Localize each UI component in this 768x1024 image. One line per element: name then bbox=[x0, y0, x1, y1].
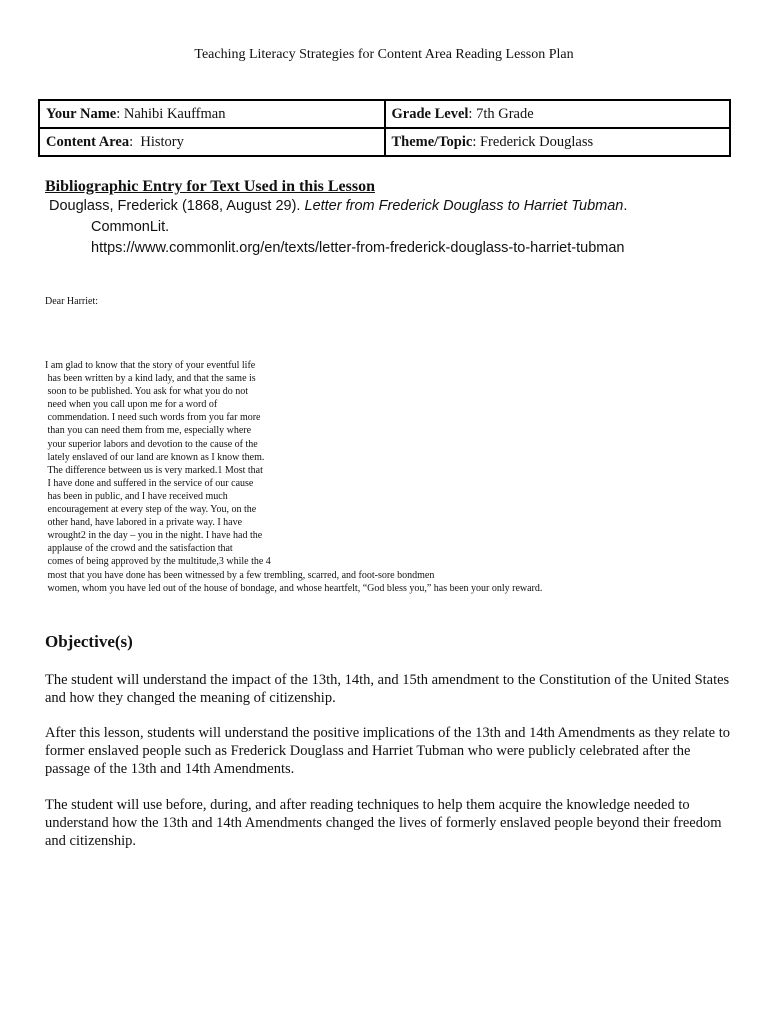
letter-salutation: Dear Harriet: bbox=[45, 296, 99, 307]
letter-line: has been written by a kind lady, and that the same is bbox=[45, 373, 256, 385]
content-area-cell bbox=[39, 128, 385, 156]
letter-body bbox=[45, 359, 542, 595]
letter-line: other hand, have labored in a private way. I have bbox=[45, 517, 243, 529]
theme-topic-label: Theme/Topic bbox=[391, 133, 473, 150]
objective-paragraph-2: After this lesson, students will understand the positive implications of the 13th and 14th Amendments as they relate to former enslaved people such as Frederick Douglass and Harriet Tubman who were publicly celebrated after the passage of the 13th and 14th Amendments. bbox=[45, 725, 731, 777]
objectives-heading: Objective(s) bbox=[45, 632, 133, 651]
citation-url: https://www.commonlit.org/en/texts/letter-from-frederick-douglass-to-harriet-tubman bbox=[91, 240, 625, 256]
theme-topic-value: : Frederick Douglass bbox=[472, 133, 594, 150]
grade-level-value: : 7th Grade bbox=[468, 105, 534, 122]
letter-line: your superior labors and devotion to the cause of the bbox=[45, 438, 258, 450]
bibliography-heading: Bibliographic Entry for Text Used in this Lesson bbox=[45, 178, 375, 195]
objective-paragraph-3: The student will use before, during, and after reading techniques to help them acquire the knowledge needed to understand how the 13th and 14th Amendments changed the lives of formerly enslaved people beyond their freedom and citizenship. bbox=[45, 797, 722, 849]
theme-topic-cell bbox=[385, 128, 731, 156]
letter-line: most that you have done has been witnessed by a few trembling, scarred, and foot-sore bondmen bbox=[45, 569, 435, 581]
content-area-label: Content Area bbox=[46, 133, 130, 150]
letter-line: has been in public, and I have received much bbox=[45, 490, 228, 502]
letter-line: comes of being approved by the multitude,3 while the 4 bbox=[45, 556, 271, 568]
grade-level-cell bbox=[385, 100, 731, 128]
citation-publisher: CommonLit. bbox=[91, 219, 170, 235]
lesson-info-table bbox=[38, 99, 731, 157]
objective-paragraph-1: The student will understand the impact of the 13th, 14th, and 15th amendment to the Constitution of the United States and how they changed the meaning of citizenship. bbox=[45, 672, 730, 706]
bibliography-citation bbox=[49, 198, 627, 214]
your-name-value: : Nahibi Kauffman bbox=[116, 105, 226, 122]
grade-level-label: Grade Level bbox=[391, 105, 469, 122]
letter-line: commendation. I need such words from you far more bbox=[45, 412, 261, 424]
your-name-cell bbox=[39, 100, 385, 128]
letter-line: I have done and suffered in the service of our cause bbox=[45, 477, 254, 489]
letter-line: wrought2 in the day – you in the night. I have had the bbox=[45, 530, 263, 542]
table-row bbox=[39, 100, 730, 128]
letter-line: soon to be published. You ask for what you do not bbox=[45, 386, 249, 398]
letter-line: encouragement at every step of the way. You, on the bbox=[45, 504, 257, 516]
letter-line: I am glad to know that the story of your eventful life bbox=[45, 360, 256, 371]
letter-line: need when you call upon me for a word of bbox=[45, 399, 218, 411]
table-row bbox=[39, 128, 730, 156]
content-area-value: : History bbox=[129, 133, 184, 150]
your-name-label: Your Name bbox=[46, 105, 117, 122]
letter-line: women, whom you have led out of the house of bondage, and whose heartfelt, “God bless you,” has been your only reward. bbox=[45, 582, 543, 594]
document-title: Teaching Literacy Strategies for Content Area Reading Lesson Plan bbox=[194, 47, 574, 62]
letter-line: lately enslaved of our land are known as I know them. bbox=[45, 451, 265, 463]
letter-line: The difference between us is very marked.1 Most that bbox=[45, 464, 263, 476]
citation-period: . bbox=[623, 198, 628, 214]
citation-work-title: Letter from Frederick Douglass to Harriet Tubman bbox=[304, 198, 624, 214]
letter-line: applause of the crowd and the satisfaction that bbox=[45, 543, 233, 555]
letter-line: than you can need them from me, especially where bbox=[45, 425, 252, 437]
citation-author-date: Douglass, Frederick (1868, August 29). bbox=[49, 198, 305, 214]
